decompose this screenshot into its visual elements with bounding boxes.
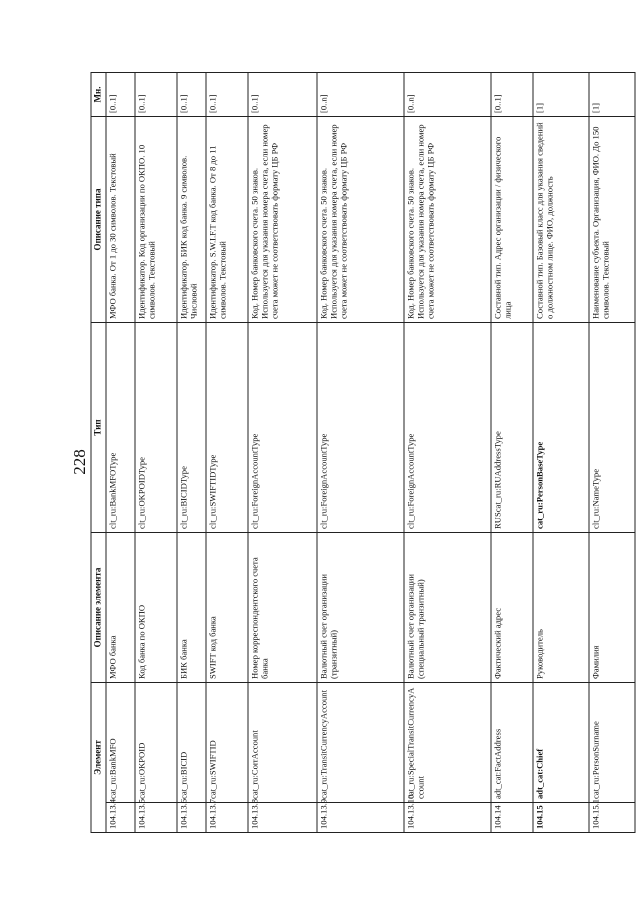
element-name: cat_ru:SpecialTransitCurrencyAccount xyxy=(404,682,491,802)
element-name: cat_ru:CorrAccount xyxy=(247,682,317,802)
type-name: clt_ru:NameType xyxy=(588,322,634,532)
element-description: Номер корреспондентского счета банка xyxy=(247,532,317,682)
table-row xyxy=(491,72,533,832)
element-description: Фамилия xyxy=(588,532,634,682)
row-number: 104.14 xyxy=(491,802,533,832)
row-number: 104.13.8 xyxy=(247,802,317,832)
header-type-desc: Описание типа xyxy=(91,116,106,322)
type-name: clt_ru:OKPOIDType xyxy=(135,322,177,532)
type-description: Код. Номер банковского счета. 50 знаков. Используется для указания номера счета, если номер счета может не соответствовать формату ЦБ РФ xyxy=(247,116,317,322)
type-description: Идентификатор. S.W.I.F.T код банка. От 8 до 11 символов. Текстовый xyxy=(205,116,247,322)
multiplicity: [0..1] xyxy=(135,72,177,116)
type-description: Составной тип. Базовый класс для указания сведений о должностном лице. ФИО, должность xyxy=(532,116,588,322)
table-row xyxy=(588,72,634,832)
type-name: clt_ru:ForeignAccountType xyxy=(404,322,491,532)
element-description: Валютный счет организации (специальный транзитный) xyxy=(404,532,491,682)
type-name: clt_ru:ForeignAccountType xyxy=(247,322,317,532)
table-row xyxy=(205,72,247,832)
element-name: cat_ru:TransitCurrencyAccount xyxy=(317,682,404,802)
multiplicity: [0..1] xyxy=(106,72,135,116)
type-description: Код. Номер банковского счета. 50 знаков. Используется для указания номера счета, если номер счета может не соответствовать формату ЦБ РФ xyxy=(404,116,491,322)
header-element: Элемент xyxy=(91,682,106,832)
element-description: Руководитель xyxy=(532,532,588,682)
row-number: 104.13.9 xyxy=(317,802,404,832)
type-name: clt_ru:BICIDType xyxy=(176,322,205,532)
table-header-row xyxy=(91,72,106,832)
type-name: clt_ru:SWIFTIDType xyxy=(205,322,247,532)
type-description: Код. Номер банковского счета. 50 знаков. Используется для указания номера счета, если номер счета может не соответствовать формату ЦБ РФ xyxy=(317,116,404,322)
type-name: RUScat_ru:RUAddressType xyxy=(491,322,533,532)
element-description: SWIFT код банка xyxy=(205,532,247,682)
element-description: Код банка по ОКПО xyxy=(135,532,177,682)
multiplicity: [1] xyxy=(588,72,634,116)
table-row xyxy=(135,72,177,832)
type-name: cat_ru:PersonBaseType xyxy=(532,322,588,532)
row-number: 104.13.6 xyxy=(176,802,205,832)
element-description: Фактический адрес xyxy=(491,532,533,682)
element-name: cat_ru:OKPOID xyxy=(135,682,177,802)
table-row xyxy=(247,72,317,832)
table-row xyxy=(404,72,491,832)
specification-table xyxy=(90,71,635,832)
row-number: 104.13.7 xyxy=(205,802,247,832)
multiplicity: [0..1] xyxy=(176,72,205,116)
multiplicity: [1] xyxy=(532,72,588,116)
row-number: 104.13.4 xyxy=(106,802,135,832)
element-name: adt_cat:FactAddress xyxy=(491,682,533,802)
element-description: МФО банка xyxy=(106,532,135,682)
element-name: cat_ru:PersonSurname xyxy=(588,682,634,802)
multiplicity: [0..1] xyxy=(205,72,247,116)
element-description: Валютный счет организации (транзитный) xyxy=(317,532,404,682)
type-description: Идентификатор. Код организации по ОКПО. 10 символов. Текстовый xyxy=(135,116,177,322)
header-multiplicity: Мн. xyxy=(91,72,106,116)
multiplicity: [0..n] xyxy=(317,72,404,116)
type-description: Наименование субъекта. Организация, ФИО. До 150 символов. Текстовый xyxy=(588,116,634,322)
header-element-desc: Описание элемента xyxy=(91,532,106,682)
type-name: clt_ru:BankMFOType xyxy=(106,322,135,532)
element-name: cat_ru:SWIFTID xyxy=(205,682,247,802)
table-row xyxy=(176,72,205,832)
element-name: cat_ru:BankMFO xyxy=(106,682,135,802)
type-description: Идентификатор. БИК код банка. 9 символов. Числовой xyxy=(176,116,205,322)
type-name: clt_ru:ForeignAccountType xyxy=(317,322,404,532)
page-number: 228 xyxy=(70,449,89,475)
table-row xyxy=(532,72,588,832)
element-name: adt_cat:Chief xyxy=(532,682,588,802)
multiplicity: [0..1] xyxy=(247,72,317,116)
table-row xyxy=(317,72,404,832)
type-description: Составной тип. Адрес организации / физического лица xyxy=(491,116,533,322)
rotated-table-container xyxy=(90,73,635,833)
row-number: 104.15.1 xyxy=(588,802,634,832)
multiplicity: [0..n] xyxy=(404,72,491,116)
header-type: Тип xyxy=(91,322,106,532)
row-number: 104.13.10 xyxy=(404,802,491,832)
element-name: cat_ru:BICID xyxy=(176,682,205,802)
multiplicity: [0..1] xyxy=(491,72,533,116)
row-number: 104.13.5 xyxy=(135,802,177,832)
element-description: БИК банка xyxy=(176,532,205,682)
table-row xyxy=(106,72,135,832)
type-description: МФО банка. От 1 до 30 символов. Текстовый xyxy=(106,116,135,322)
row-number: 104.15 xyxy=(532,802,588,832)
